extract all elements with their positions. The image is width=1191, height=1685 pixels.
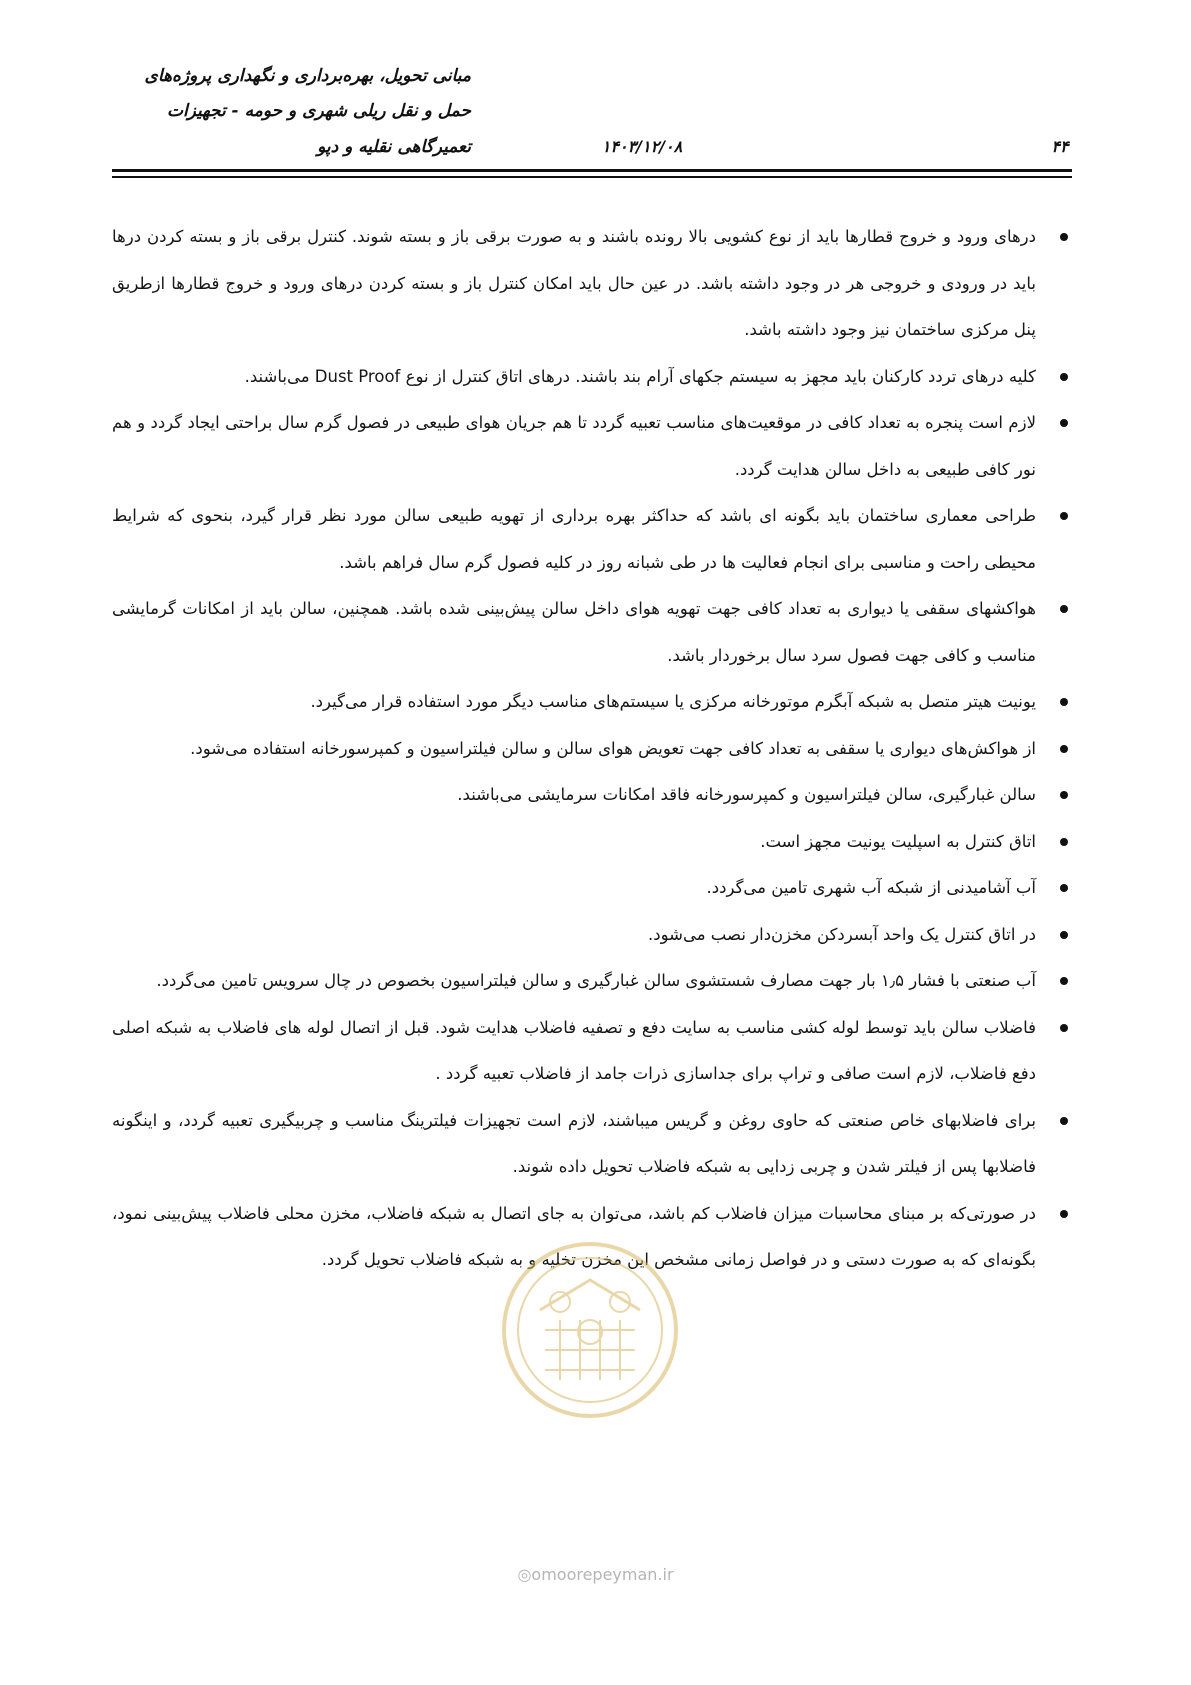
- bullet-text: از هواکش‌های دیواری یا سقفی به تعداد کافی جهت تعویض هوای سالن و سالن فیلتراسیون و کمپرسورخانه استفاده می‌شود.: [190, 738, 1036, 758]
- bullet-dot-icon: [1060, 1117, 1068, 1125]
- header-title-line-1: مبانی تحویل، بهره‌برداری و نگهداری پروژه‌های: [144, 66, 471, 86]
- bullet-dot-icon: [1060, 419, 1068, 427]
- bullet-item: [112, 493, 1072, 586]
- body-content: [112, 214, 1072, 1284]
- bullet-text: برای فاضلابهای خاص صنعتی که حاوی روغن و گریس میباشند، لازم است تجهیزات فیلترینگ مناسب و چربیگیری تعبیه گردد، و اینگونه فاضلابها پس از فیلتر شدن و چربی زدایی به شبکه فاضلاب تحویل داده شوند.: [112, 1110, 1036, 1176]
- bullet-dot-icon: [1060, 977, 1068, 985]
- bullet-dot-icon: [1060, 233, 1068, 241]
- bullet-list: [112, 214, 1072, 1284]
- bullet-item: [112, 1191, 1072, 1284]
- bullet-text: طراحی معماری ساختمان باید بگونه ای باشد که حداکثر بهره برداری از تهویه طبیعی سالن مورد نظر قرار گیرد، بنحوی که شرایط محیطی راحت و مناسبی برای انجام فعالیت ها در طی شبانه روز در کلیه فصول گرم سال فراهم باشد.: [112, 506, 1036, 572]
- bullet-item: [112, 214, 1072, 354]
- bullet-item: [112, 726, 1072, 773]
- bullet-item: [112, 1005, 1072, 1098]
- bullet-text: سالن غبارگیری، سالن فیلتراسیون و کمپرسورخانه فاقد امکانات سرمایشی می‌باشند.: [457, 785, 1036, 804]
- bullet-text: آب آشامیدنی از شبکه آب شهری تامین می‌گردد.: [706, 878, 1036, 897]
- bullet-text: کلیه درهای تردد کارکنان باید مجهز به سیستم جکهای آرام بند باشند. درهای اتاق کنترل از نوع Dust Proof می‌باشند.: [244, 366, 1036, 386]
- bullet-dot-icon: [1060, 512, 1068, 520]
- bullet-dot-icon: [1060, 605, 1068, 613]
- watermark-copyright-icon: ◎: [517, 1565, 532, 1584]
- bullet-item: [112, 1098, 1072, 1191]
- bullet-dot-icon: [1060, 884, 1068, 892]
- bullet-text: در صورتی‌که بر مبنای محاسبات میزان فاضلاب کم باشد، می‌توان به جای اتصال به شبکه فاضلاب، مخزن محلی فاضلاب پیش‌بینی نمود، بگونه‌ای که به صورت دستی و در فواصل زمانی مشخص این مخزن تخلیه و به شبکه فاضلاب تحویل گردد.: [112, 1203, 1036, 1269]
- bullet-item: [112, 354, 1072, 401]
- header-rule-thin: [112, 176, 1072, 178]
- bullet-text: لازم است پنجره به تعداد کافی در موقعیت‌های مناسب تعبیه گردد تا هم جریان هوای طبیعی در فصول گرم سال براحتی ایجاد گردد و هم نور کافی طبیعی به داخل سالن هدایت گردد.: [112, 413, 1036, 479]
- bullet-item: [112, 586, 1072, 679]
- header-rule-thick: [112, 169, 1072, 172]
- bullet-item: [112, 958, 1072, 1005]
- bullet-item: [112, 679, 1072, 726]
- bullet-dot-icon: [1060, 1024, 1068, 1032]
- header-title-line-2: حمل و نقل ریلی شهری و حومه - تجهیزات: [166, 101, 471, 121]
- bullet-text: آب صنعتی با فشار ۱٫۵ بار جهت مصارف شستشوی سالن غبارگیری و سالن فیلتراسیون بخصوص در چال سرویس تامین می‌گردد.: [156, 971, 1036, 990]
- bullet-dot-icon: [1060, 931, 1068, 939]
- bullet-item: [112, 400, 1072, 493]
- bullet-item: [112, 772, 1072, 819]
- bullet-text: در اتاق کنترل یک واحد آبسردکن مخزن‌دار نصب می‌شود.: [648, 924, 1036, 944]
- bullet-dot-icon: [1060, 1210, 1068, 1218]
- bullet-dot-icon: [1060, 791, 1068, 799]
- watermark-site-text: [0, 1565, 1191, 1584]
- bullet-dot-icon: [1060, 745, 1068, 753]
- bullet-dot-icon: [1060, 698, 1068, 706]
- bullet-item: [112, 819, 1072, 866]
- bullet-text: فاضلاب سالن باید توسط لوله کشی مناسب به سایت دفع و تصفیه فاضلاب هدایت شود. قبل از اتصال لوله های فاضلاب به شبکه اصلی دفع فاضلاب، لازم است صافی و تراپ برای جداسازی ذرات جامد از فاضلاب تعبیه گردد .: [112, 1017, 1036, 1083]
- bullet-text: هواکشهای سقفی یا دیواری به تعداد کافی جهت تهویه هوای داخل سالن پیش‌بینی شده باشد. همچنین، سالن باید از امکانات گرمایشی مناسب و کافی جهت فصول سرد سال برخوردار باشد.: [112, 599, 1036, 665]
- bullet-text: اتاق کنترل به اسپلیت یونیت مجهز است.: [760, 831, 1036, 851]
- bullet-item: [112, 865, 1072, 912]
- bullet-text: درهای ورود و خروج قطارها باید از نوع کشویی بالا رونده باشند و به صورت برقی باز و بسته شوند. کنترل برقی باز و بسته کردن درها باید در ورودی و خروجی هر در وجود داشته باشد. در عین حال باید امکان کنترل باز و بسته کردن درهای ورود و خروج قطارها ازطریق پنل مرکزی ساختمان نیز وجود داشته باشد.: [112, 227, 1036, 339]
- bullet-dot-icon: [1060, 373, 1068, 381]
- page-number: ۴۴: [1051, 137, 1069, 156]
- bullet-dot-icon: [1060, 838, 1068, 846]
- header-date: ۱۴۰۳/۱۲/۰۸: [601, 137, 683, 156]
- bullet-text: یونیت هیتر متصل به شبکه آبگرم موتورخانه مرکزی یا سیستم‌های مناسب دیگر مورد استفاده قرار می‌گیرد.: [310, 692, 1036, 711]
- watermark-site-label: omoorepeyman.ir: [531, 1565, 674, 1584]
- header-title-line-3: تعمیرگاهی نقلیه و دپو: [317, 137, 471, 157]
- bullet-item: [112, 912, 1072, 959]
